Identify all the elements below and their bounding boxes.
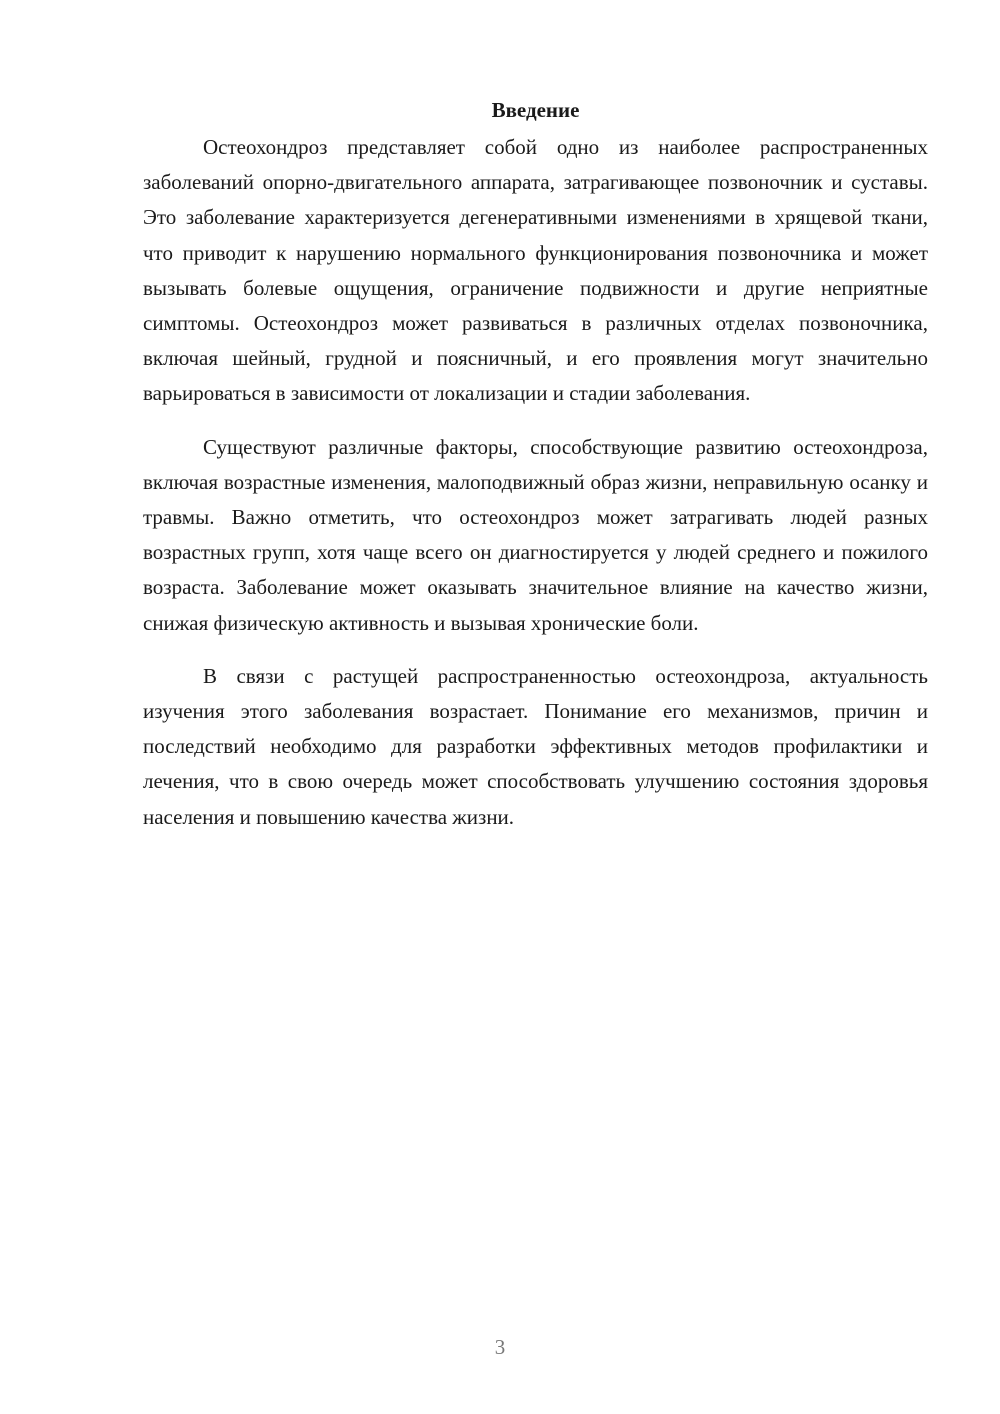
page-number: 3	[494, 1335, 506, 1359]
section-heading: Введение	[491, 98, 580, 122]
paragraph-1: Остеохондроз представляет собой одно из наиболее распространенных заболеваний опорно-двигательного аппарата, затрагивающее позвоночник и суставы. Это заболевание характеризуется дегенеративными изменениями в хрящевой ткани, что приводит к нарушению нормального функционирования позвоночника и может вызывать болевые ощущения, ограничение подвижности и другие неприятные симптомы. Остеохондроз может развиваться в различных отделах позвоночника, включая шейный, грудной и поясничный, и его проявления могут значительно варьироваться в зависимости от локализации и стадии заболевания.	[143, 135, 928, 406]
page-content	[143, 92, 928, 853]
paragraph-3: В связи с растущей распространенностью остеохондроза, актуальность изучения этого заболевания возрастает. Понимание его механизмов, причин и последствий необходимо для разработки эффективных методов профилактики и лечения, что в свою очередь может способствовать улучшению состояния здоровья населения и повышению качества жизни.	[143, 663, 928, 829]
paragraph-2: Существуют различные факторы, способствующие развитию остеохондроза, включая возрастные изменения, малоподвижный образ жизни, неправильную осанку и травмы. Важно отметить, что остеохондроз может затрагивать людей разных возрастных групп, хотя чаще всего он диагностируется у людей среднего и пожилого возраста. Заболевание может оказывать значительное влияние на качество жизни, снижая физическую активность и вызывая хронические боли.	[143, 434, 928, 635]
